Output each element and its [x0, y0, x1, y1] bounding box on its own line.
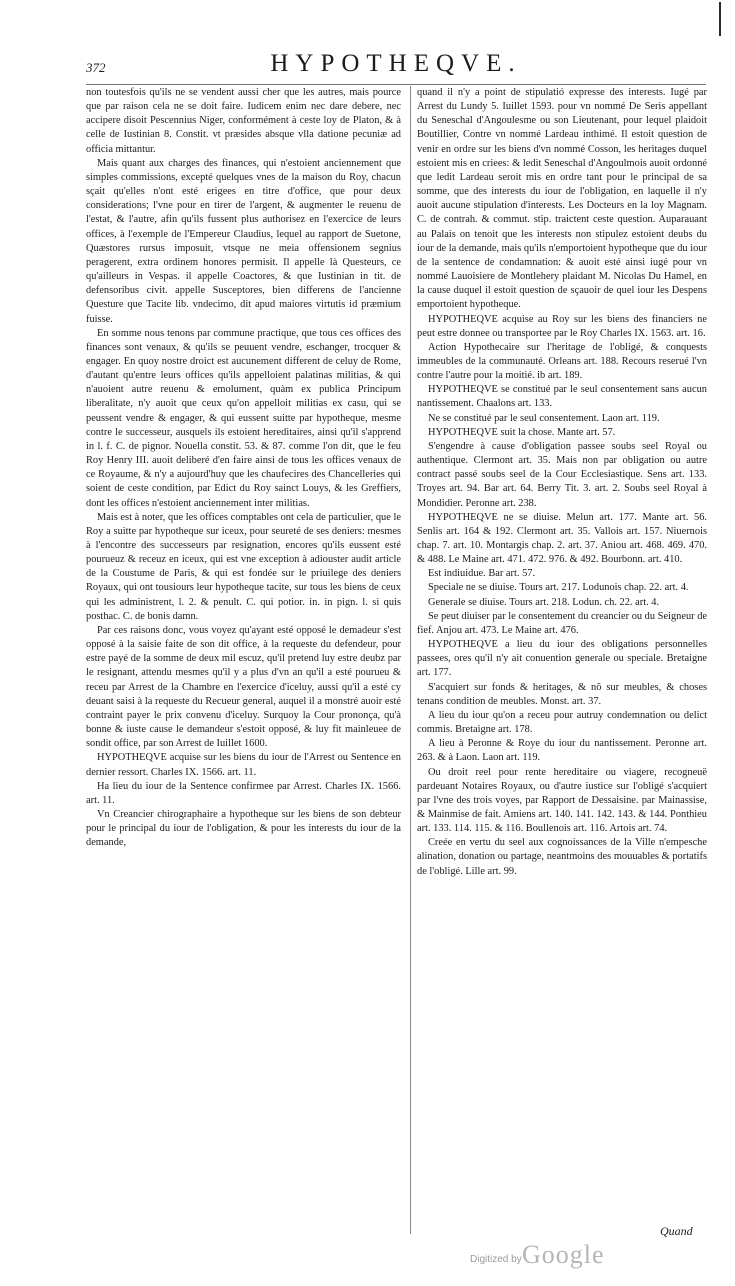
right-column — [417, 86, 707, 879]
paragraph: S'acquiert sur fonds & heritages, & nõ sur meubles, & choses tenans condition de meubles. Monst. art. 37. — [417, 681, 707, 707]
watermark-logo-text: Google — [522, 1240, 605, 1269]
paragraph: Action Hypothecaire sur l'heritage de l'obligé, & conquests immeubles de la communauté. Orleans art. 188. Recours reserué l'vn contre l'autre pour la moitié. ib art. 189. — [417, 341, 707, 382]
paragraph: S'engendre à cause d'obligation passee soubs seel Royal ou authentique. Clermont art. 35. Mais non par obligation ou autre contract passé soubs seel de la Cour Ecclesiastique. Sens art. 133. Troyes art. 94. Bar art. 64. Berry Tit. 3. art. 2. Soubs seel Royal à Mondidier. Peronne art. 238. — [417, 440, 707, 509]
paragraph: Mais quant aux charges des finances, qui n'estoient anciennement que simples commissions, excepté quelques vnes de la maison du Roy, chacun sçait qu'elles n'ont esté erigees en titre d'office, que pour deux considerations; l'vne pour en tirer de l'argent, & augmenter le reuenu de l'estat, & l'autre, afin qu'ils fussent plus authorisez en l'exercice de leurs offices, à l'exemple de l'Empereur Claudius, lequel au rapport de Suetone, Quæstores rursus imposuit, vtsque ne meia offensionem segnius peragerent, extra ordinem honores permisit. Il appelle là Questeurs, ce qu'ailleurs in Vespas. il appelle Coactores, & que Iustinian in tit. de defensoribus civit. appelle Susceptores, bien differens de l'ancienne Questure que Tacite lib. vndecimo, dit apud maiores virtutis id præmium fuisse. — [86, 157, 401, 325]
paragraph: A lieu du iour qu'on a receu pour autruy condemnation ou delict commis. Bretaigne art. 178. — [417, 709, 707, 736]
paragraph: Creée en vertu du seel aux cognoissances de la Ville n'empesche alination, donation ou partage, neantmoins des mouuables & portatifs de l'obligé. Lille art. 99. — [417, 837, 707, 877]
paragraph: Est indiuidue. Bar art. 57. — [428, 568, 536, 580]
column-divider — [410, 86, 411, 1234]
paragraph: HYPOTHEQVE a lieu du iour des obligations personnelles passees, ores qu'il n'y ait conuention generale ou speciale. Bretaigne art. 177. — [417, 639, 707, 679]
paragraph: Generale se diuise. Tours art. 218. Lodun. ch. 22. art. 4. — [428, 596, 660, 608]
page-edge-mark — [719, 2, 721, 36]
catchword: Quand — [660, 1224, 693, 1238]
paragraph: quand il n'y a point de stipulatió expresse des interests. Iugé par Arrest du Lundy 5. Iuillet 1593. pour vn nommé De Seris appellant du Seneschal d'Angoulesme ou son Lieutenant, pour lequel plaidoit Boutillier, Contre vn nommé Lardeau inthimé. Il estoit question de venir en ordre sur les biens d'vn nommé Cosson, les heritages duquel estoient mis en criees: & ledit Seneschal d'Angoulmois auoit ordonné que ledit Lardeau seroit mis en ordre tant pour le principal de sa somme, que des interests du iour de l'obligation, en laquelle il n'y auoit aucune stipulation d'interests. Les Docteurs en la loy Magnam. C. de contrah. & commut. stip. traictent ceste question. Auparauant au Palais on tenoit que les interests non stipulez estoient deubs du iour de la demande, mais qu'ils n'emportoient hypotheque que du iour de la sentence de condamnation: & auoit esté ainsi iugé pour vn nommé Lauoisiere de Montlehery plaidant M. Nicolas Du Hamel, en la cause duquel il estoit question de sçauoir de quel iour les Despens emportoient hypotheque. — [417, 87, 707, 311]
page-number: 372 — [86, 60, 106, 75]
paragraph: HYPOTHEQVE acquise sur les biens du iour de l'Arrest ou Sentence en dernier ressort. Charles IX. 1566. art. 11. — [86, 752, 401, 778]
paragraph: Ne se constitué par le seul consentement. Laon art. 119. — [428, 412, 660, 424]
paragraph: A lieu à Peronne & Roye du iour du nantissement. Peronne art. 263. & à Laon. Laon art. 119. — [417, 738, 707, 764]
paragraph: Ou droit reel pour rente hereditaire ou viagere, recogneuë pardeuant Notaires Royaux, ou d'autre iustice sur l'obligé s'acquiert par l'vne des trois voyes, par Rapport de Dessaisine. par Mainassise, & Mainmise de fait. Amiens art. 140. 141. 142. 143. & 144. Ponthieu art. 133. 114. 115. & 116. Boullenois art. 116. Artois art. 74. — [417, 766, 707, 835]
paragraph: Mais est à noter, que les offices comptables ont cela de particulier, que le Roy a suitte par hypotheque sur iceux, pour seureté de ses deniers: mesmes à l'encontre des successeurs par resignation, encores qu'ils eussent esté pourueuz & receuz en iceux, qui est vne exception à adiouster audit article de la Coustume de Paris, & qui est fondée sur le priuilege des deniers Royaux, qui ont tousiours leur hypotheque tacite, sur tous les biens de ceux qui les administrent, l. 2. & penult. C. qui potior. in. in pign. l. si quis posthac. C. de bonis damn. — [86, 511, 401, 622]
paragraph: Ha lieu du iour de la Sentence confirmee par Arrest. Charles IX. 1566. art. 11. — [86, 780, 401, 806]
paragraph: Se peut diuiser par le consentement du creancier ou du Seigneur de fief. Anjou art. 473. Le Maine art. 476. — [417, 610, 708, 636]
left-column — [86, 86, 401, 850]
paragraph: HYPOTHEQVE suit la chose. Mante art. 57. — [428, 426, 616, 438]
page-header — [86, 50, 706, 84]
paragraph: non toutesfois qu'ils ne se vendent aussi cher que les autres, mais pource que par raison cela ne se doit faire. Iudicem enim nec dare debere, nec accipere disoit Pescennius Niger, conformément à ceste loy de Platon, & à celle de Iustinian 8. Constit. vt præsides absque vlla datione pecuniæ ad officia mittantur. — [86, 87, 401, 155]
paragraph: Par ces raisons donc, vous voyez qu'ayant esté opposé le demadeur s'est opposé à la saisie faite de son dit office, à la requeste du defendeur, pour estre payé de la somme de deux mil escuz, qu'il pretend luy estre deubz par le resignant, attendu mesmes qu'il y a plus d'vn an qu'il a esté pourueu & receu par Arrest de la Chambre en l'exercice d'iceluy, aussi qu'il a esté cy deuant saisi à la requeste du Recueur general, auquel il a monstré auoir esté contraint payer le prix convenu d'iceluy. Surquoy la Cour prononça, qu'à bonne & iuste cause le demandeur s'estoit opposé, & luy fit mainleuee de sondit office, par son Arrest de Iuillet 1600. — [86, 624, 401, 750]
watermark-small-text: Digitized by — [470, 1254, 522, 1265]
paragraph: HYPOTHEQVE se constitué par le seul consentement sans aucun nantissement. Chaalons art. 133. — [417, 384, 707, 410]
paragraph: En somme nous tenons par commune practique, que tous ces offices des finances sont venaux, & qu'ils se peuuent vendre, eschanger, trocquer & engager. En quoy nostre droict est aucunement different de celuy de Rome, d'autant qu'entre leurs offices qu'ils appelloient palatinas militias, & qui n'auoient autre reuenu & emolument, quàm ex publica Principum liberalitate, n'y auoit que ceux qu'on appelloit militias ex casu, qui se peussent vendre & engager, & qui eussent suitte par hypotheque, mesme contre le successeur, ausquels ils estoient hereditaires, ainsi qu'il s'apprend in l. f. C. de pignor. Nouella constit. 53. & 87. comme l'on dit, que le feu Roy Henry III. auoit deliberé d'en faire ainsi de tous les offices venaux de ce Royaume, & n'y a aujourd'huy que les chaufecires des Chancelleries qui soient de ceste condition, par Edict du Roy sainct Louys, & les Greffiers, dont les offices n'estoient anciennement inter militias. — [86, 327, 401, 509]
running-title: HYPOTHEQVE. — [270, 50, 522, 77]
paragraph: Speciale ne se diuise. Tours art. 217. Lodunois chap. 22. art. 4. — [428, 582, 689, 594]
paragraph: HYPOTHEQVE ne se diuise. Melun art. 177. Mante art. 56. Senlis art. 164 & 192. Clermont art. 35. Vallois art. 157. Niuernois chap. 7. art. 10. Montargis chap. 2. art. 37. Aniou art. 468. 469. 470. & 488. Le Maine art. 471. 472. 976. & 492. Bourbonn. art. 410. — [417, 511, 707, 566]
paragraph: Vn Creancier chirographaire a hypotheque sur les biens de son debteur pour le principal du iour de l'obligation, & pour les interests du iour de la demande, — [86, 808, 401, 849]
paragraph: HYPOTHEQVE acquise au Roy sur les biens des financiers ne peut estre donnee ou transportee par le Roy Charles IX. 1563. art. 16. — [417, 313, 707, 339]
digitized-watermark — [470, 1240, 650, 1270]
header-rule — [86, 84, 706, 85]
